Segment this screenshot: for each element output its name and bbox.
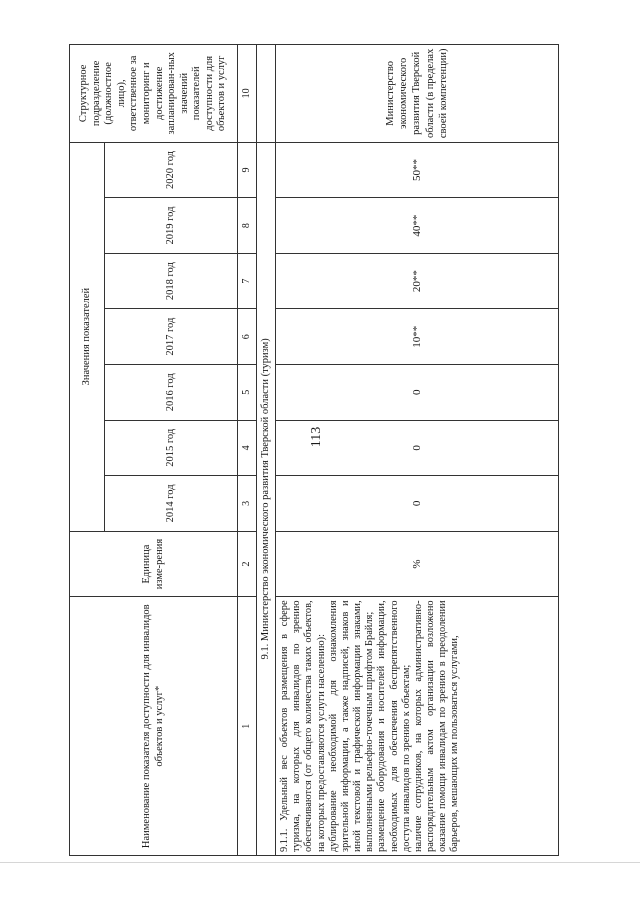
- description-paragraph: наличие сотрудников, на которых административно-распорядительным актом организации возложено оказание помощи инвалидам по зрению в преодолении барьеров, мешающих им пользоваться услугами,: [412, 600, 461, 852]
- header-year: 2020 год: [105, 142, 238, 198]
- year-value: 50**: [276, 142, 559, 198]
- table-row: [276, 45, 559, 856]
- indicator-description: [276, 597, 559, 856]
- column-number: 5: [238, 364, 257, 420]
- column-number: 8: [238, 198, 257, 254]
- column-number: 10: [238, 45, 257, 143]
- unit-value: %: [276, 531, 559, 597]
- year-value: 0: [276, 420, 559, 476]
- page-number: 113: [309, 426, 324, 448]
- description-paragraph: 9.1.1. Удельный вес объектов размещения в сфере туризма, на которых для инвалидов по зрению обеспечиваются (от общего количества таких объектов, на которых предоставляются услуги населению):: [279, 600, 327, 852]
- column-number: 3: [238, 476, 257, 532]
- header-year: 2015 год: [105, 420, 238, 476]
- year-value: 10**: [276, 309, 559, 365]
- column-number: 4: [238, 420, 257, 476]
- header-year: 2019 год: [105, 198, 238, 254]
- column-number: 7: [238, 253, 257, 309]
- description-paragraph: размещение оборудования и носителей информации, необходимых для обеспечения беспрепятственного доступа инвалидов по зрению к объектам;: [376, 600, 412, 852]
- header-year: 2017 год: [105, 309, 238, 365]
- header-responsible-unit: Структурное подразделение (должностное лицо), ответственное за мониторинг и достижение запланирован-ных значений показателей доступности для объектов и услуг: [70, 45, 238, 143]
- header-year: 2014 год: [105, 476, 238, 532]
- column-number: 1: [238, 597, 257, 856]
- responsible-unit: Министерство экономического развития Тверской области (в пределах своей компетенции): [276, 45, 559, 143]
- accessibility-indicators-table: [69, 44, 559, 856]
- year-value: 0: [276, 364, 559, 420]
- header-values-group: Значения показателей: [70, 142, 105, 531]
- section-title-blank: [257, 45, 276, 143]
- column-number: 9: [238, 142, 257, 198]
- column-number: 2: [238, 531, 257, 597]
- header-year: 2018 год: [105, 253, 238, 309]
- header-unit: Единица изме-рения: [70, 531, 238, 597]
- year-value: 40**: [276, 198, 559, 254]
- description-paragraph: дублирование необходимой для ознакомления зрительной информации, а также надписей, знаков и иной текстовой и графической информации знаками, выполненными рельефно-точечным шрифтом Брайля;: [327, 600, 376, 852]
- header-indicator-name: Наименование показателя доступности для инвалидов объектов и услуг*: [70, 597, 238, 856]
- rotated-table-sheet: [69, 44, 582, 856]
- year-value: 0: [276, 476, 559, 532]
- page-edge-line: [0, 862, 640, 863]
- year-value: 20**: [276, 253, 559, 309]
- column-number: 6: [238, 309, 257, 365]
- header-year: 2016 год: [105, 364, 238, 420]
- section-title: 9.1. Министерство экономического развития Тверской области (туризм): [257, 142, 276, 855]
